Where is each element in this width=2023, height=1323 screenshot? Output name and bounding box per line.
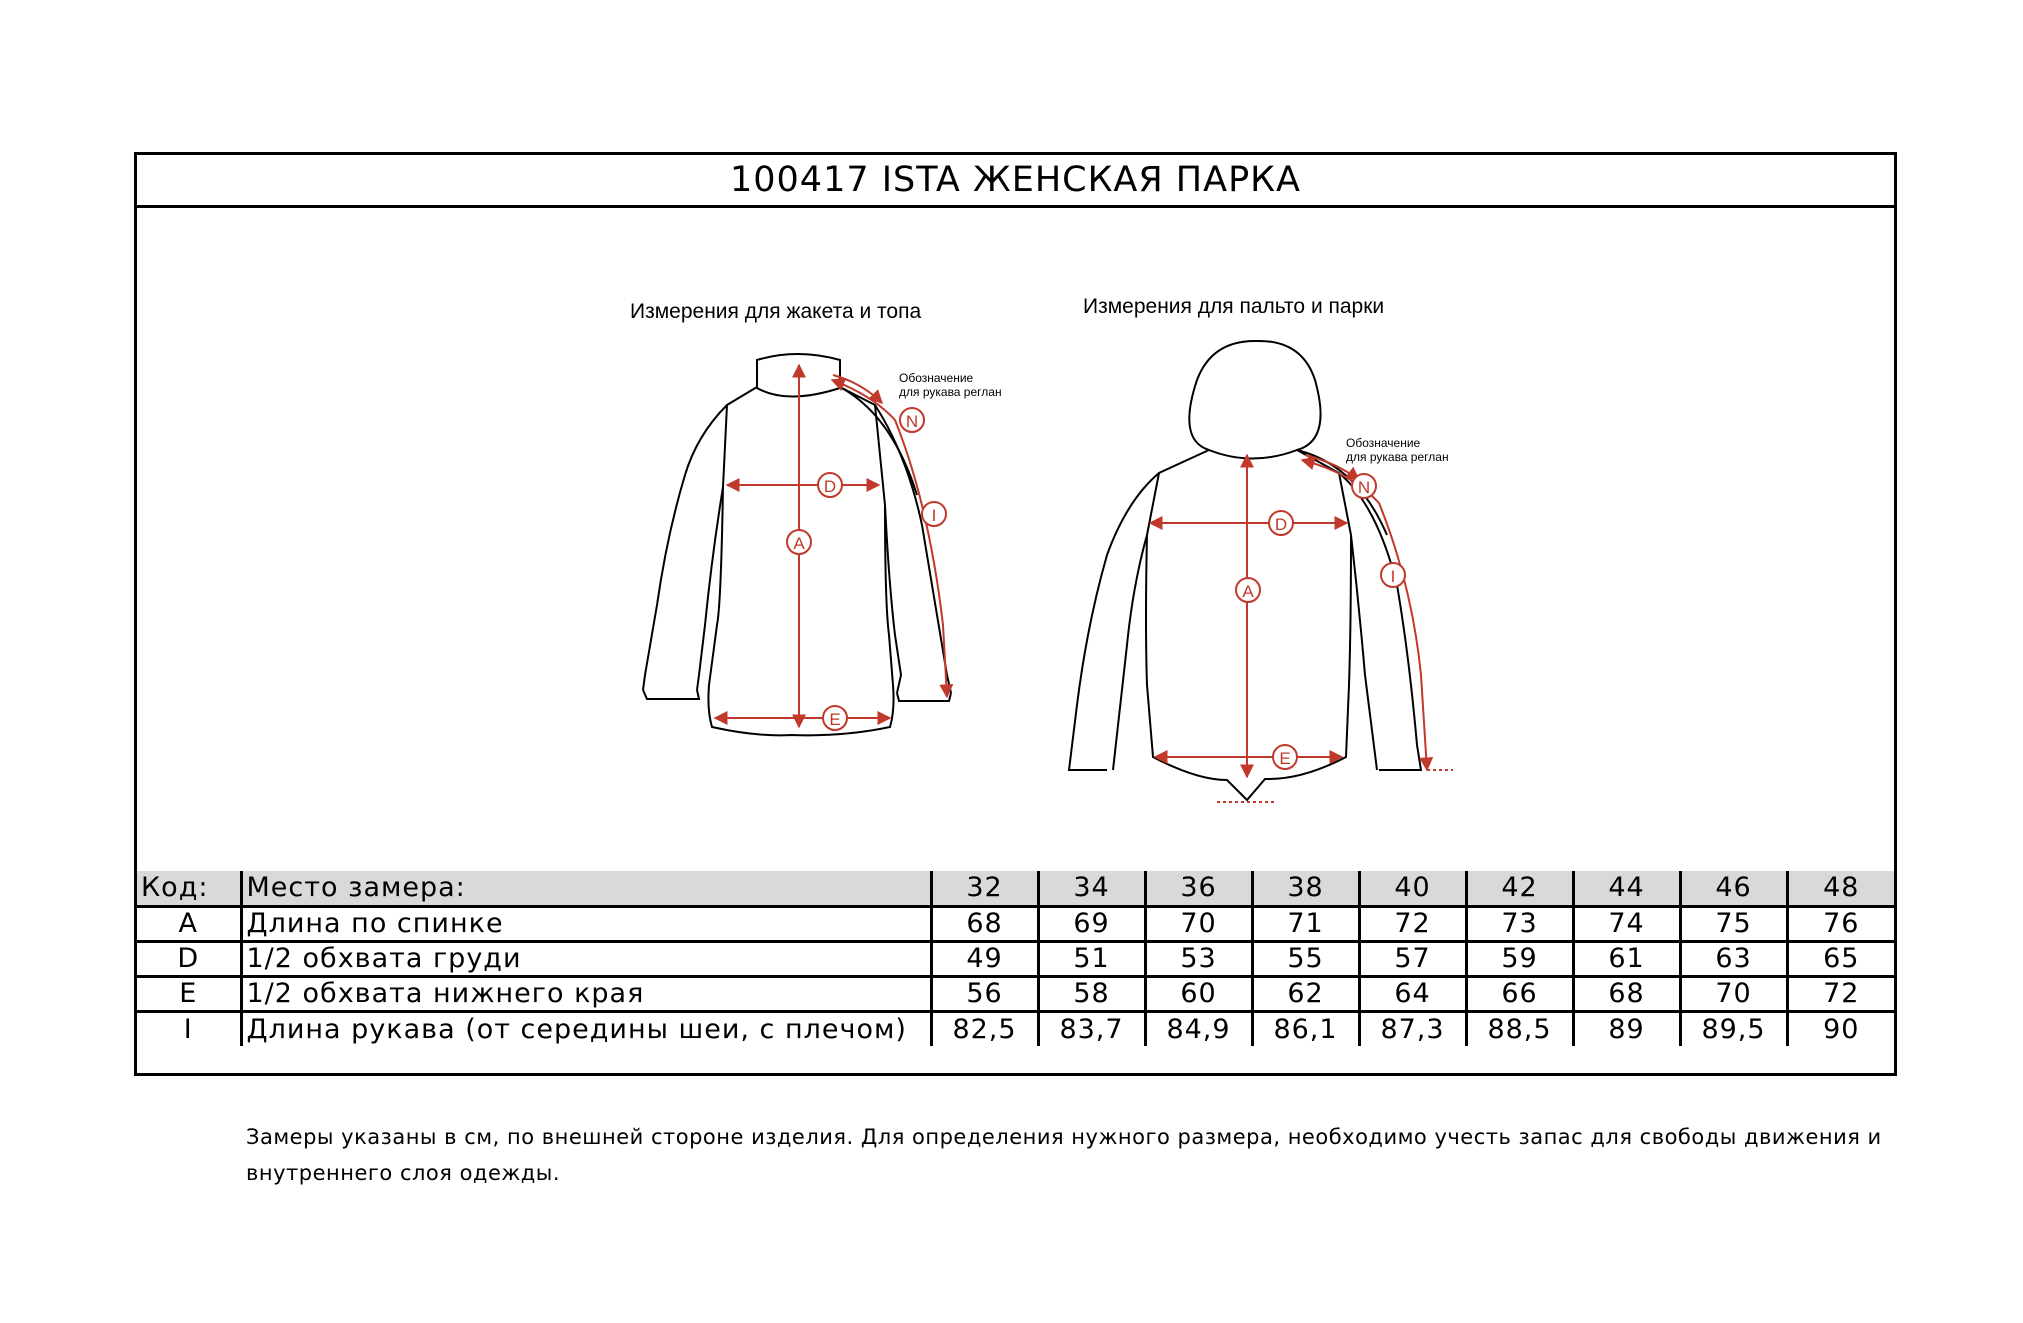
size-table [137, 871, 1894, 1046]
parka-marker-a [1236, 578, 1260, 602]
table-cell: 83,7 [1038, 1011, 1145, 1046]
table-cell: 70 [1145, 906, 1252, 941]
table-cell: 72 [1787, 976, 1894, 1011]
jacket-marker-a-label: A [793, 534, 805, 553]
table-cell: 58 [1038, 976, 1145, 1011]
table-cell: 71 [1252, 906, 1359, 941]
coat-raglan-note-line2: для рукава реглан [1346, 450, 1449, 464]
size-header: 34 [1038, 871, 1145, 906]
garment-drawings [137, 205, 1894, 869]
jacket-marker-i-label: I [931, 506, 937, 525]
table-cell: 88,5 [1466, 1011, 1573, 1046]
parka-measurements [1150, 455, 1453, 802]
table-cell: 82,5 [931, 1011, 1038, 1046]
measurement-footnote: Замеры указаны в см, по внешней стороне изделия. Для определения нужного размера, необходимо учесть запас для свободы движения и внутреннего слоя одежды. [246, 1125, 1882, 1185]
table-cell: 59 [1466, 941, 1573, 976]
table-cell: 57 [1359, 941, 1466, 976]
table-cell: 65 [1787, 941, 1894, 976]
table-row [137, 976, 1894, 1011]
table-cell: 76 [1787, 906, 1894, 941]
parka-marker-e [1273, 745, 1297, 769]
row-code: I [137, 1011, 241, 1046]
size-header: 48 [1787, 871, 1894, 906]
table-cell: 70 [1680, 976, 1787, 1011]
table-cell: 62 [1252, 976, 1359, 1011]
size-chart-frame [134, 152, 1897, 1076]
table-cell: 63 [1680, 941, 1787, 976]
jacket-marker-e-label: E [829, 710, 841, 729]
jacket-marker-i [922, 502, 946, 526]
size-header: 44 [1573, 871, 1680, 906]
table-row [137, 906, 1894, 941]
parka-marker-d-label: D [1274, 515, 1288, 534]
size-header: 38 [1252, 871, 1359, 906]
size-header: 46 [1680, 871, 1787, 906]
table-header-row [137, 871, 1894, 906]
row-label: 1/2 обхвата нижнего края [241, 976, 931, 1011]
table-cell: 55 [1252, 941, 1359, 976]
jacket-marker-n [900, 408, 924, 432]
row-label: Длина по спинке [241, 906, 931, 941]
table-cell: 86,1 [1252, 1011, 1359, 1046]
row-label: 1/2 обхвата груди [241, 941, 931, 976]
table-cell: 68 [931, 906, 1038, 941]
table-cell: 89 [1573, 1011, 1680, 1046]
jacket-raglan-note-line2: для рукава реглан [899, 385, 1002, 399]
row-label: Длина рукава (от середины шеи, с плечом) [241, 1011, 931, 1046]
jacket-diagram-caption: Измерения для жакета и топа [630, 300, 922, 323]
row-code: A [137, 906, 241, 941]
table-row [137, 941, 1894, 976]
table-cell: 61 [1573, 941, 1680, 976]
jacket-marker-d [818, 473, 842, 497]
table-cell: 74 [1573, 906, 1680, 941]
jacket-raglan-note-line1: Обозначение [899, 371, 974, 385]
size-header: 42 [1466, 871, 1573, 906]
table-cell: 66 [1466, 976, 1573, 1011]
row-code: D [137, 941, 241, 976]
table-cell: 84,9 [1145, 1011, 1252, 1046]
table-cell: 56 [931, 976, 1038, 1011]
jacket-marker-n-label: N [905, 412, 919, 431]
parka-marker-i [1381, 563, 1405, 587]
row-code: E [137, 976, 241, 1011]
table-cell: 53 [1145, 941, 1252, 976]
jacket-marker-a [787, 530, 811, 554]
table-cell: 87,3 [1359, 1011, 1466, 1046]
table-cell: 49 [931, 941, 1038, 976]
coat-diagram-caption: Измерения для пальто и парки [1083, 295, 1385, 318]
parka-marker-a-label: A [1242, 582, 1254, 601]
parka-marker-e-label: E [1279, 749, 1291, 768]
parka-marker-i-label: I [1390, 567, 1396, 586]
size-header: 32 [931, 871, 1038, 906]
parka-marker-d [1269, 511, 1293, 535]
jacket-marker-e [823, 706, 847, 730]
table-cell: 73 [1466, 906, 1573, 941]
table-cell: 69 [1038, 906, 1145, 941]
code-column-header: Код: [137, 871, 241, 906]
table-cell: 75 [1680, 906, 1787, 941]
table-cell: 89,5 [1680, 1011, 1787, 1046]
table-row [137, 1011, 1894, 1046]
table-cell: 60 [1145, 976, 1252, 1011]
measurement-diagrams [137, 205, 1894, 869]
size-header: 40 [1359, 871, 1466, 906]
place-column-header: Место замера: [241, 871, 931, 906]
jacket-marker-d-label: D [823, 477, 837, 496]
table-cell: 64 [1359, 976, 1466, 1011]
parka-outline [1069, 341, 1421, 800]
parka-marker-n [1352, 474, 1376, 498]
table-cell: 72 [1359, 906, 1466, 941]
table-cell: 68 [1573, 976, 1680, 1011]
size-header: 36 [1145, 871, 1252, 906]
table-cell: 90 [1787, 1011, 1894, 1046]
parka-marker-n-label: N [1357, 478, 1371, 497]
coat-raglan-note-line1: Обозначение [1346, 436, 1421, 450]
table-cell: 51 [1038, 941, 1145, 976]
chart-title: 100417 ISTA ЖЕНСКАЯ ПАРКА [137, 155, 1894, 208]
